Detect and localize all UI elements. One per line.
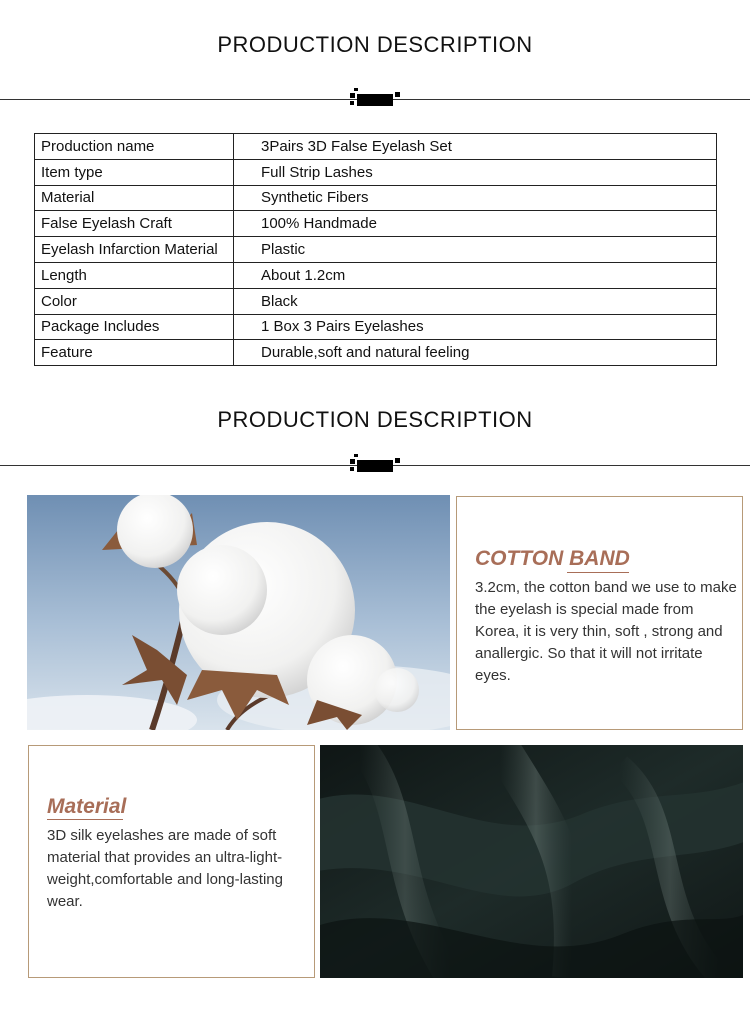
material-card: [28, 745, 315, 978]
table-row: [35, 314, 717, 340]
table-row: [35, 134, 717, 160]
black-silk-photo: [320, 745, 743, 978]
cotton-band-underline: [567, 572, 629, 573]
spec-value: 1 Box 3 Pairs Eyelashes: [234, 314, 717, 340]
divider-ornament-icon: [350, 90, 402, 110]
spec-table: [34, 133, 717, 366]
table-row: [35, 237, 717, 263]
spec-key: Length: [35, 262, 234, 288]
spec-value: Synthetic Fibers: [234, 185, 717, 211]
material-underline: [47, 819, 123, 820]
section-title-2: PRODUCTION DESCRIPTION: [217, 407, 533, 432]
table-row: [35, 159, 717, 185]
spec-value: 3Pairs 3D False Eyelash Set: [234, 134, 717, 160]
spec-value: Black: [234, 288, 717, 314]
spec-key: Eyelash Infarction Material: [35, 237, 234, 263]
spec-key: Item type: [35, 159, 234, 185]
spec-value: Durable,soft and natural feeling: [234, 340, 717, 366]
spec-key: Package Includes: [35, 314, 234, 340]
table-row: [35, 211, 717, 237]
table-row: [35, 185, 717, 211]
material-title: Material: [47, 795, 127, 818]
spec-value: Plastic: [234, 237, 717, 263]
cotton-band-body: 3.2cm, the cotton band we use to make the eyelash is special made from Korea, it is very thin, soft , strong and anallergic. So that it will not irritate eyes.: [475, 579, 737, 684]
section-title-1: PRODUCTION DESCRIPTION: [217, 32, 533, 57]
spec-key: Material: [35, 185, 234, 211]
spec-key: Production name: [35, 134, 234, 160]
table-row: [35, 340, 717, 366]
spec-key: False Eyelash Craft: [35, 211, 234, 237]
table-row: [35, 288, 717, 314]
spec-key: Feature: [35, 340, 234, 366]
cotton-band-title: COTTON BAND: [475, 547, 630, 570]
divider-ornament-icon: [350, 456, 402, 476]
material-body: 3D silk eyelashes are made of soft material that provides an ultra-light-weight,comfortable and long-lasting wear.: [47, 827, 283, 910]
spec-value: About 1.2cm: [234, 262, 717, 288]
cotton-band-card: [456, 496, 743, 730]
spec-value: 100% Handmade: [234, 211, 717, 237]
spec-key: Color: [35, 288, 234, 314]
cotton-boll-photo: [27, 495, 450, 730]
spec-value: Full Strip Lashes: [234, 159, 717, 185]
table-row: [35, 262, 717, 288]
